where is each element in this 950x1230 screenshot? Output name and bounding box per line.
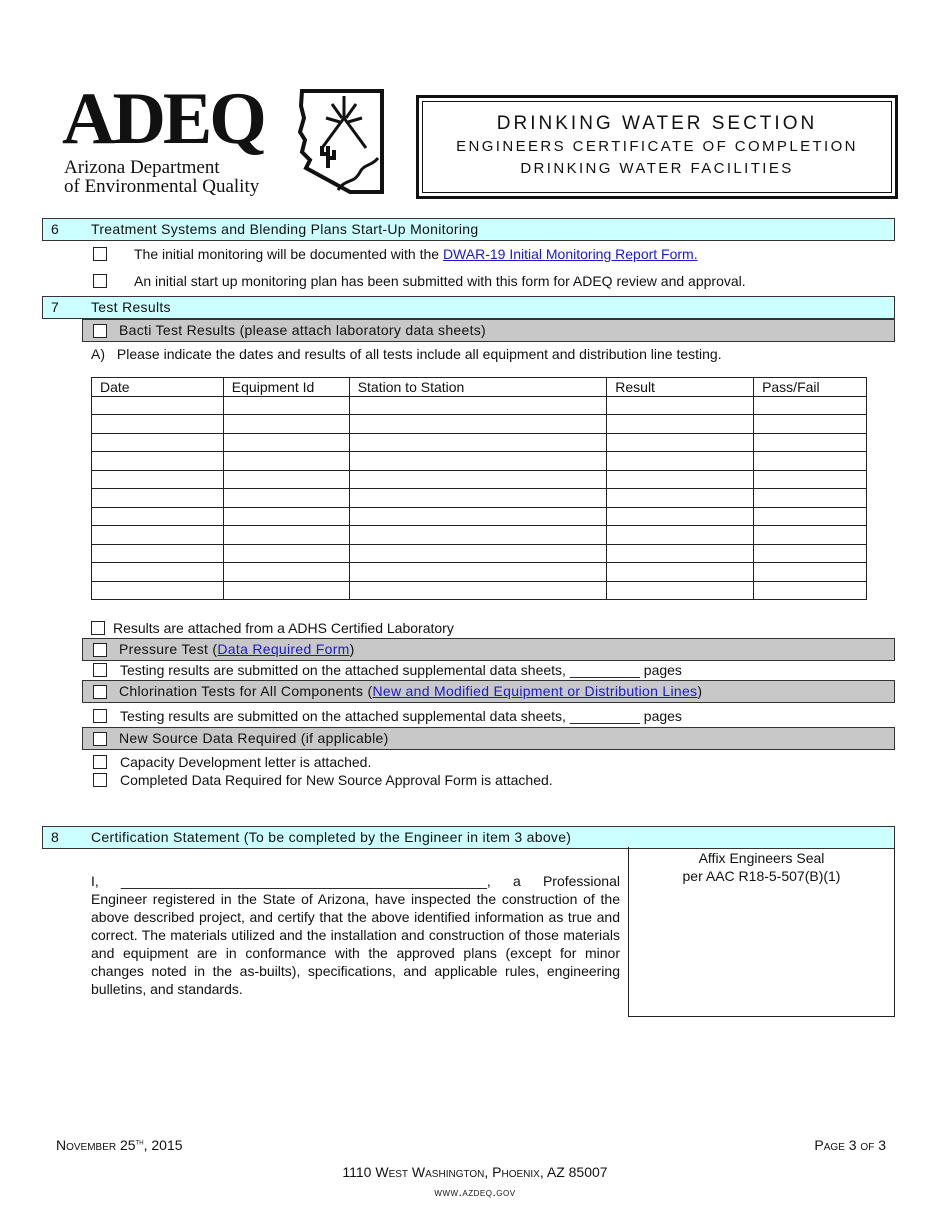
table-cell[interactable] [754,415,867,434]
section-6-number: 6 [51,221,60,237]
section-8-number: 8 [51,829,60,845]
table-cell[interactable] [92,452,224,471]
startup-plan-checkbox[interactable] [93,274,107,288]
table-cell[interactable] [607,489,754,508]
initial-monitoring-row [93,245,698,263]
table-cell[interactable] [754,470,867,489]
table-cell[interactable] [349,470,607,489]
table-cell[interactable] [349,544,607,563]
table-cell[interactable] [349,581,607,600]
table-row [92,433,867,452]
table-cell[interactable] [607,415,754,434]
title-box [416,95,898,199]
arizona-state-icon [292,88,388,200]
table-cell[interactable] [754,563,867,582]
table-cell[interactable] [754,526,867,545]
table-cell[interactable] [92,563,224,582]
chlorination-results-text: Testing results are submitted on the attached supplemental data sheets, _________ pages [120,708,682,724]
title-certificate: ENGINEERS CERTIFICATE OF COMPLETION [456,138,858,155]
table-cell[interactable] [349,507,607,526]
lab-certified-row [91,619,454,637]
new-modified-equipment-link[interactable]: New and Modified Equipment or Distribution Lines [372,683,698,699]
table-cell[interactable] [607,396,754,415]
footer-date-year: , 2015 [143,1137,183,1153]
table-row [92,563,867,582]
lab-certified-checkbox[interactable] [91,621,105,635]
table-cell[interactable] [349,396,607,415]
table-cell[interactable] [92,526,224,545]
table-cell[interactable] [223,563,349,582]
logo-line-1: Arizona Department [64,157,220,178]
table-cell[interactable] [607,433,754,452]
table-cell[interactable] [349,563,607,582]
pressure-test-checkbox[interactable] [93,643,107,657]
adeq-logo [60,78,390,200]
table-cell[interactable] [349,433,607,452]
table-cell[interactable] [607,526,754,545]
footer-date-main: November 25 [56,1137,136,1153]
table-cell[interactable] [223,544,349,563]
table-cell[interactable] [754,489,867,508]
footer-website: www.azdeq.gov [434,1185,516,1199]
section-7-title: Test Results [91,299,171,315]
table-cell[interactable] [223,470,349,489]
table-row [92,526,867,545]
table-cell[interactable] [754,581,867,600]
section-8-title: Certification Statement (To be completed by the Engineer in item 3 above) [91,829,572,845]
column-header: Pass/Fail [754,378,867,397]
instruction-letter: A) [91,346,105,362]
table-row [92,489,867,508]
column-header: Date [92,378,224,397]
table-cell[interactable] [607,544,754,563]
certification-statement: I, _______________________________________________, a Professional Engineer registered in the State of Arizona, have inspected the construction of the above described project, and certify that the above identified information as true and correct. The materials utilized and the installation and construction of those materials and equipment are in conformance with the approved plans (except for minor changes noted in the as-builts), specifications, and applicable rules, engineering bulletins, and standards. [91,873,620,997]
instruction-text: Please indicate the dates and results of all tests include all equipment and distribution line testing. [116,346,722,362]
pressure-test-label-text: Pressure Test ( [119,641,218,657]
table-cell[interactable] [349,452,607,471]
new-source-checkbox[interactable] [93,732,107,746]
pressure-results-text: Testing results are submitted on the attached supplemental data sheets, _________ pages [120,662,682,678]
section-8-header [42,826,895,849]
seal-line-1: Affix Engineers Seal [698,850,825,866]
bacti-test-bar [82,319,895,342]
footer-address: 1110 West Washington, Phoenix, AZ 85007 [342,1164,608,1180]
table-cell[interactable] [92,433,224,452]
table-cell[interactable] [223,396,349,415]
column-header: Equipment Id [223,378,349,397]
pressure-test-label [119,639,355,660]
footer-date-suffix: th [135,1137,144,1147]
column-header: Result [607,378,754,397]
table-cell[interactable] [607,563,754,582]
chlorination-results-checkbox[interactable] [93,709,107,723]
section-6-title: Treatment Systems and Blending Plans Start-Up Monitoring [91,221,479,237]
logo-line-2: of Environmental Quality [64,176,260,197]
table-cell[interactable] [92,507,224,526]
new-source-bar [82,727,895,750]
pressure-results-checkbox[interactable] [93,663,107,677]
capacity-letter-text: Capacity Development letter is attached. [120,754,372,770]
initial-monitoring-text: The initial monitoring will be documented with the [134,246,443,262]
capacity-letter-row [93,753,371,771]
table-row [92,581,867,600]
table-cell[interactable] [607,581,754,600]
table-cell[interactable] [92,470,224,489]
table-cell[interactable] [92,415,224,434]
bacti-test-label: Bacti Test Results (please attach laboratory data sheets) [119,322,487,338]
table-header-row [92,378,867,397]
startup-plan-row [93,272,746,290]
table-cell[interactable] [223,507,349,526]
table-cell[interactable] [754,507,867,526]
table-cell[interactable] [223,433,349,452]
capacity-letter-checkbox[interactable] [93,755,107,769]
chlorination-test-checkbox[interactable] [93,685,107,699]
table-cell[interactable] [754,544,867,563]
logo-wordmark: ADEQ [62,78,264,160]
chlorination-test-bar [82,680,895,703]
table-cell[interactable] [754,433,867,452]
initial-monitoring-checkbox[interactable] [93,247,107,261]
table-cell[interactable] [754,396,867,415]
column-header: Station to Station [349,378,607,397]
table-cell[interactable] [607,507,754,526]
engineer-seal-box [628,847,895,1017]
title-drinking-water-section: DRINKING WATER SECTION [496,113,818,134]
table-row [92,507,867,526]
chlorination-results-row [93,707,682,725]
table-cell[interactable] [92,544,224,563]
instruction-row [91,345,722,363]
new-source-form-checkbox[interactable] [93,773,107,787]
chlorination-test-label-close: ) [697,683,703,699]
table-cell[interactable] [92,396,224,415]
section-7-number: 7 [51,299,60,315]
table-row [92,452,867,471]
test-results-table [91,377,867,600]
lab-certified-text: Results are attached from a ADHS Certified Laboratory [113,620,454,636]
table-cell[interactable] [223,526,349,545]
footer-date [56,1137,183,1153]
table-cell[interactable] [754,452,867,471]
new-source-form-text: Completed Data Required for New Source Approval Form is attached. [120,772,553,788]
footer-page-number: Page 3 of 3 [814,1137,886,1153]
table-row [92,415,867,434]
table-cell[interactable] [223,581,349,600]
pressure-results-row [93,661,682,679]
table-cell[interactable] [223,415,349,434]
dwar-19-form-link[interactable]: DWAR-19 Initial Monitoring Report Form. [442,246,698,262]
title-facilities: DRINKING WATER FACILITIES [520,160,794,177]
pressure-test-bar [82,638,895,661]
table-row [92,544,867,563]
chlorination-test-label-text: Chlorination Tests for All Components ( [119,683,373,699]
table-cell[interactable] [92,489,224,508]
pressure-test-label-close: ) [349,641,355,657]
table-cell[interactable] [223,452,349,471]
table-cell[interactable] [223,489,349,508]
bacti-test-checkbox[interactable] [93,324,107,338]
new-source-form-row [93,771,553,789]
table-row [92,396,867,415]
table-cell[interactable] [607,470,754,489]
table-cell[interactable] [349,489,607,508]
new-source-label: New Source Data Required (if applicable) [119,730,389,746]
seal-line-2: per AAC R18-5-507(B)(1) [682,868,841,884]
table-cell[interactable] [607,452,754,471]
section-6-header [42,218,895,241]
table-cell[interactable] [349,526,607,545]
data-required-form-link[interactable]: Data Required Form [217,641,350,657]
table-row [92,470,867,489]
table-cell[interactable] [92,581,224,600]
startup-plan-text: An initial start up monitoring plan has been submitted with this form for ADEQ review and approval. [134,273,746,289]
table-cell[interactable] [349,415,607,434]
chlorination-test-label [119,681,702,702]
section-7-header [42,296,895,319]
